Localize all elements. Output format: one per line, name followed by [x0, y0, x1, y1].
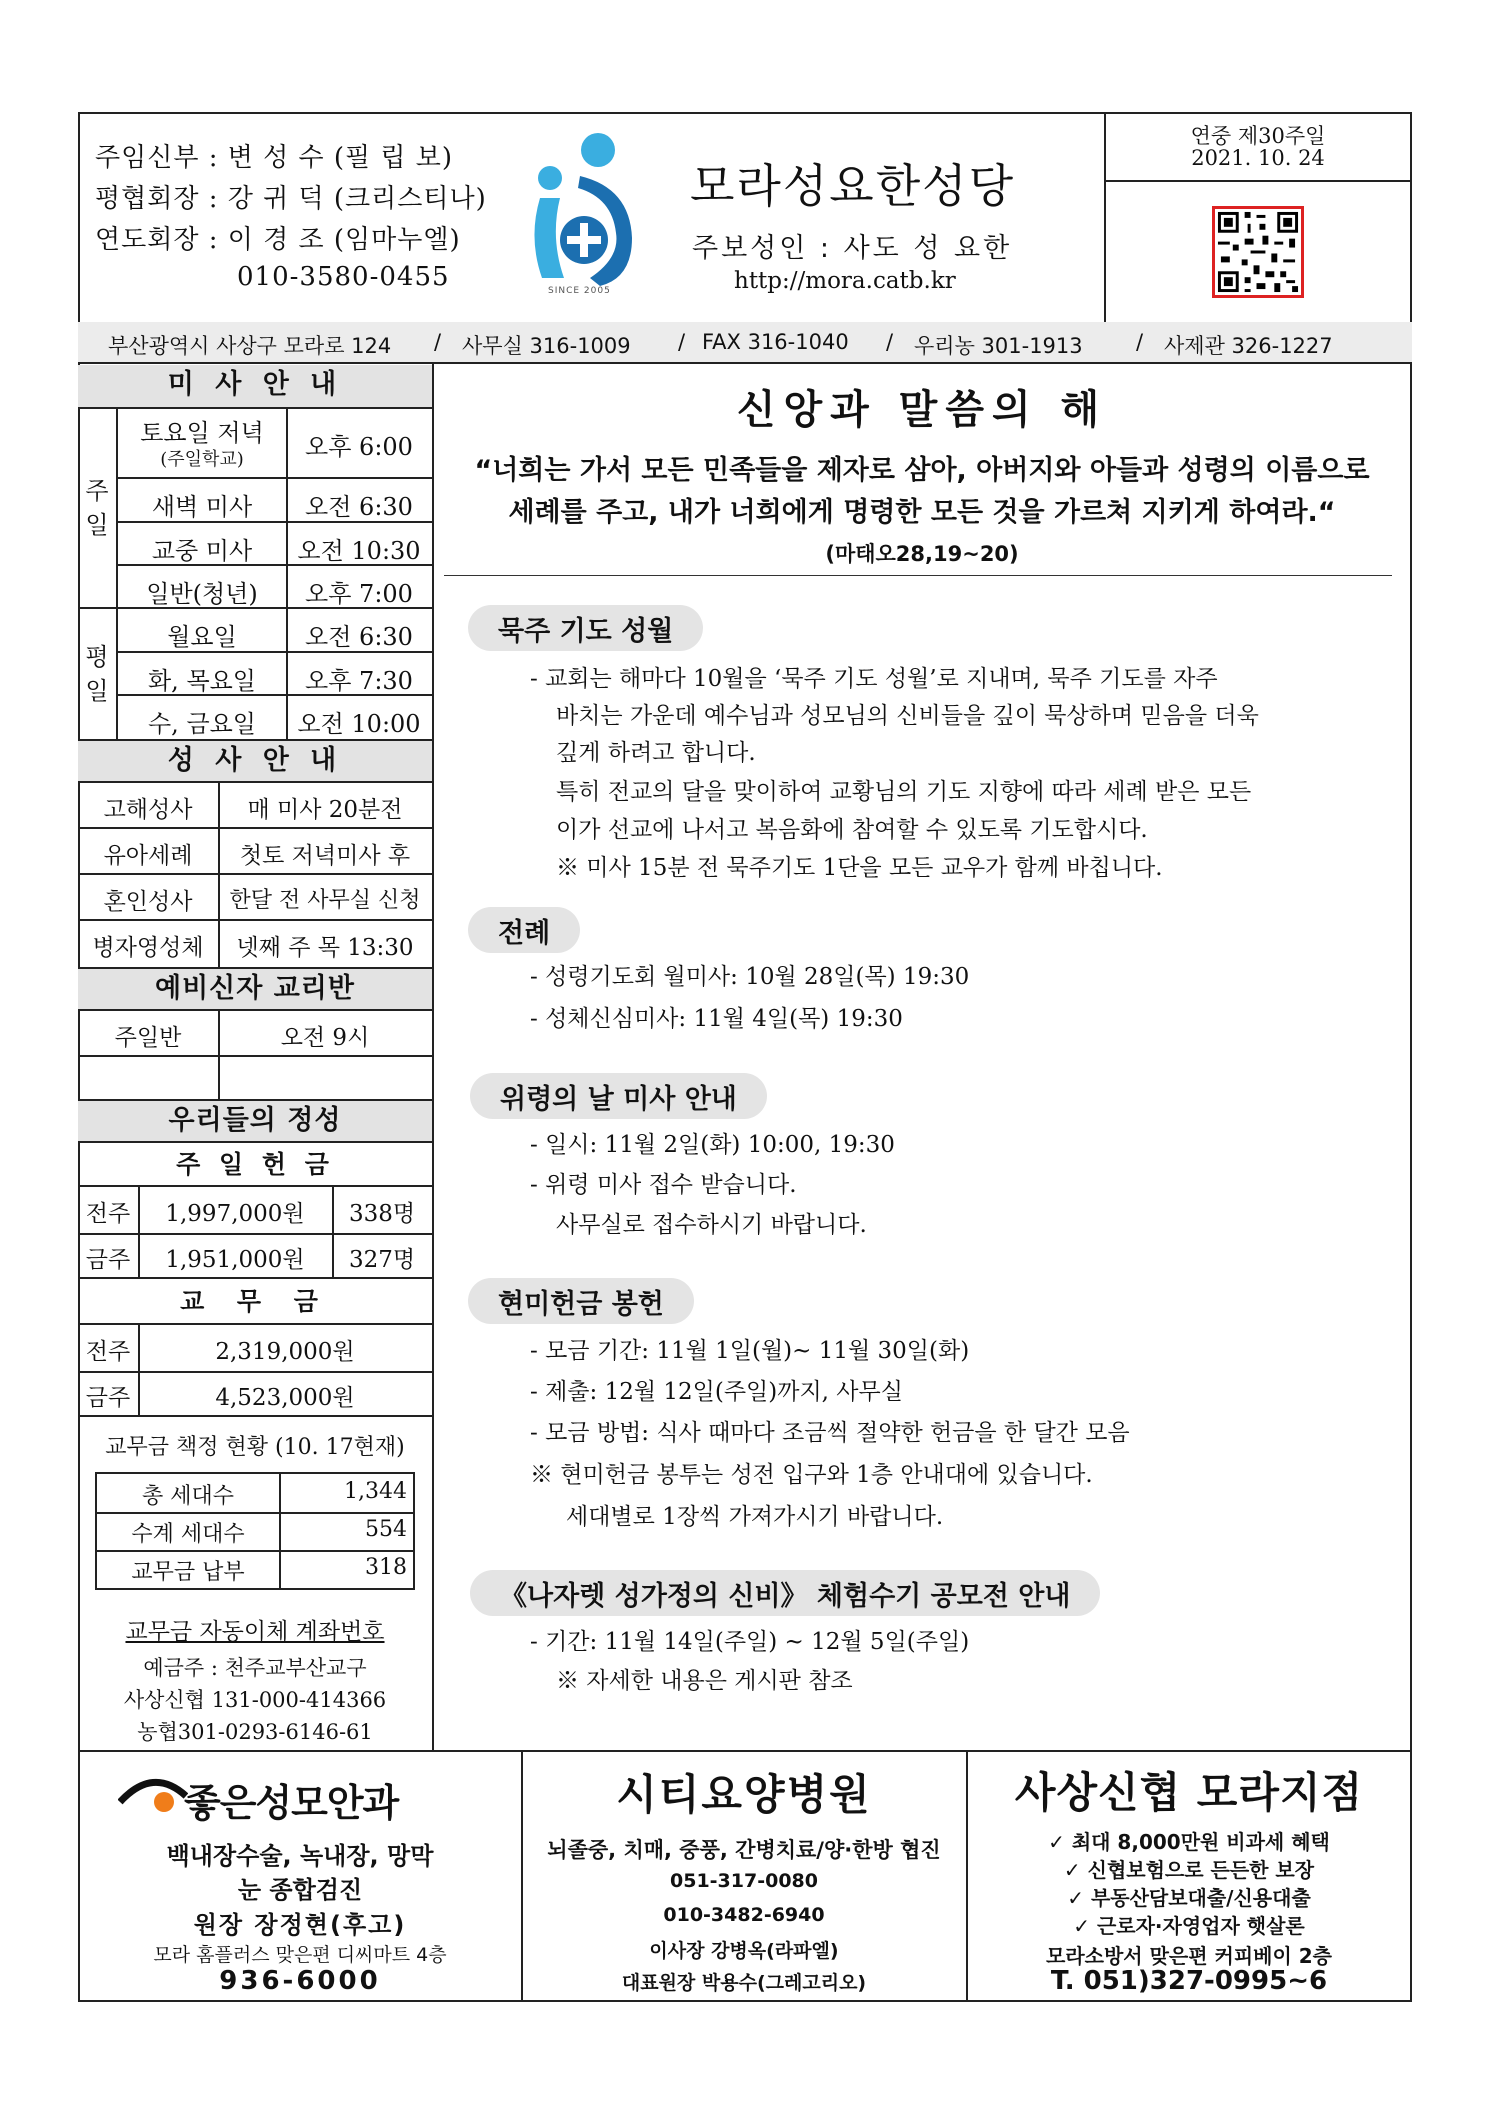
sacrament-value: 넷째 주 목 13:30: [236, 935, 414, 961]
eye-clinic-ad: [80, 1752, 520, 2000]
hospital-chairman: 이사장 강병옥(라파엘): [649, 1940, 839, 1962]
credit-union-line2: ✓ 신협보험으로 든든한 보장: [1063, 1858, 1315, 1882]
mass-time: 오후 7:00: [305, 580, 413, 608]
all-souls-line: 사무실로 접수하시기 바랍니다.: [556, 1212, 867, 1238]
eye-clinic-line1: 백내장수술, 녹내장, 망막: [166, 1842, 434, 1870]
offering-label: 전주: [85, 1339, 131, 1365]
offering-amount: 4,523,000원: [215, 1385, 355, 1411]
woori-phone: 우리농 301-1913: [914, 334, 1083, 358]
offering-amount: 1,951,000원: [165, 1247, 305, 1273]
church-url[interactable]: http://mora.catb.kr: [734, 268, 956, 294]
sajegwan-phone: 사제관 326-1227: [1164, 334, 1333, 358]
rosary-line: 깊게 하려고 합니다.: [556, 740, 756, 766]
office-phone: 사무실 316-1009: [462, 334, 631, 358]
status-value: 318: [365, 1555, 407, 1580]
issue-date: 2021. 10. 24: [1191, 146, 1325, 170]
sacrament-value: 한달 전 사무실 신청: [229, 888, 421, 913]
mass-row: [118, 653, 432, 696]
mass-row: [118, 609, 432, 653]
sacrament-name: 고해성사: [103, 797, 193, 823]
logo-text: SINCE 2005: [548, 286, 611, 296]
sacraments-title: 성 사 안 내: [78, 739, 432, 783]
mass-row: [118, 409, 432, 479]
status-table: [95, 1472, 415, 1590]
sacrament-name: 유아세례: [103, 843, 193, 869]
sacrament-row: [78, 829, 432, 875]
mass-time: 오후 6:00: [305, 433, 413, 461]
account-title: 교무금 자동이체 계좌번호: [125, 1619, 385, 1645]
mass-name: 일반(청년): [146, 580, 258, 608]
contest-line: ※ 자세한 내용은 게시판 참조: [556, 1668, 853, 1694]
rosary-line: 특히 전교의 달을 맞이하여 교황님의 기도 지향에 따라 세례 받은 모든: [556, 779, 1252, 805]
eye-logo-icon: [118, 1772, 188, 1816]
catechumen-name: 주일반: [114, 1025, 182, 1051]
sunday-offering-title: 주 일 헌 금: [78, 1143, 432, 1187]
rosary-line: - 교회는 해마다 10월을 ‘묵주 기도 성월’로 지내며, 묵주 기도를 자주: [530, 666, 1218, 692]
hospital-phone1: 051-317-0080: [670, 1870, 818, 1892]
catechumen-title: 예비신자 교리반: [78, 967, 432, 1011]
rice-offering-line: - 제출: 12월 12일(주일)까지, 사무실: [530, 1379, 903, 1405]
year-title: 신앙과 말씀의 해: [736, 387, 1108, 433]
sunday-offering-table: [78, 1187, 432, 1279]
hospital-name: 시티요양병원: [616, 1770, 872, 1819]
fax-number: FAX 316-1040: [702, 330, 849, 354]
separator: /: [1136, 330, 1144, 354]
status-value: 1,344: [344, 1479, 407, 1504]
sunday-label: 주 일: [78, 409, 118, 609]
sacrament-value: 첫토 저녁미사 후: [239, 843, 411, 869]
rosary-line: ※ 미사 15분 전 묵주기도 1단을 모든 교우가 함께 바칩니다.: [556, 855, 1163, 881]
yeondo-line: 연도회장 : 이 경 조 (임마누엘): [95, 225, 461, 255]
offering-amount: 2,319,000원: [215, 1339, 355, 1365]
rice-offering-line: ※ 현미헌금 봉투는 성전 입구와 1층 안내대에 있습니다.: [530, 1462, 1093, 1488]
credit-union-location: 모라소방서 맞은편 커피베이 2층: [1046, 1944, 1332, 1968]
mass-time: 오전 10:30: [297, 537, 421, 565]
mass-name: 새벽 미사: [151, 493, 253, 521]
section-title-rosary: 묵주 기도 성월: [468, 605, 703, 651]
rice-offering-line: 세대별로 1장씩 가져가시기 바랍니다.: [566, 1504, 944, 1530]
credit-union-ad: [968, 1752, 1410, 2000]
eye-clinic-line2: 눈 종합검진: [237, 1876, 363, 1904]
mass-time: 오전 10:00: [297, 710, 421, 738]
mass-row: [118, 696, 432, 739]
credit-union-line4: ✓ 근로자·자영업자 햇살론: [1073, 1914, 1305, 1938]
account-2: 농협301-0293-6146-61: [137, 1720, 373, 1744]
qr-code-icon[interactable]: [1212, 206, 1304, 298]
eye-clinic-phone: 936-6000: [219, 1966, 381, 1996]
quote-line-2: 세례를 주고, 내가 너희에게 명령한 모든 것을 가르쳐 지키게 하여라.“: [508, 497, 1336, 528]
patron-saint: 주보성인 : 사도 성 요한: [692, 233, 1013, 264]
all-souls-line: - 위령 미사 접수 받습니다.: [530, 1172, 797, 1198]
contest-line: - 기간: 11월 14일(주일) ~ 12월 5일(주일): [530, 1629, 970, 1655]
status-label: 총 세대수: [141, 1484, 234, 1509]
section-title-rice-offering: 현미헌금 봉헌: [468, 1278, 694, 1324]
sacrament-row: [78, 875, 432, 921]
yeondo-phone: 010-3580-0455: [237, 262, 450, 292]
church-offering-table: [78, 1325, 432, 1417]
liturgy-line: - 성령기도회 월미사: 10월 28일(목) 19:30: [530, 964, 970, 990]
offering-label: 금주: [85, 1385, 131, 1411]
sacrament-row: [78, 921, 432, 967]
status-value: 554: [365, 1517, 407, 1542]
section-title-liturgy: 전례: [468, 907, 580, 953]
mass-name: 교중 미사: [151, 537, 253, 565]
mass-row: [118, 523, 432, 566]
separator: /: [434, 330, 442, 354]
issue-label: 연중 제30주일: [1190, 124, 1326, 148]
offering-count: 338명: [348, 1201, 416, 1227]
eye-clinic-name: 좋은성모안과: [184, 1781, 399, 1825]
pastor-line: 주임신부 : 변 성 수 (필 립 보): [95, 143, 454, 173]
credit-union-phone: T. 051)327-0995~6: [1050, 1966, 1328, 1996]
all-souls-line: - 일시: 11월 2일(화) 10:00, 19:30: [530, 1132, 895, 1158]
sacrament-name: 병자영성체: [92, 935, 204, 961]
account-holder: 예금주 : 천주교부산교구: [143, 1656, 367, 1680]
address: 부산광역시 사상구 모라로 124: [108, 334, 392, 358]
sacrament-value: 매 미사 20분전: [247, 797, 403, 823]
offering-count: 327명: [348, 1247, 416, 1273]
mass-row: [118, 479, 432, 523]
catechumen-time: 오전 9시: [280, 1025, 370, 1051]
status-label: 수계 세대수: [131, 1522, 245, 1547]
church-offering-title: 교 무 금: [78, 1279, 432, 1325]
hospital-ad: [523, 1752, 965, 2000]
section-title-contest: 《나자렛 성가정의 신비》 체험수기 공모전 안내: [470, 1570, 1100, 1616]
sacrament-name: 혼인성사: [103, 889, 193, 915]
rice-offering-line: - 모금 방법: 식사 때마다 조금씩 절약한 헌금을 한 달간 모음: [530, 1420, 1130, 1446]
account-1: 사상신협 131-000-414366: [123, 1688, 387, 1712]
rosary-line: 바치는 가운데 예수님과 성모님의 신비들을 깊이 묵상하며 믿음을 더욱: [556, 703, 1259, 729]
status-title: 교무금 책정 현황 (10. 17현재): [105, 1435, 405, 1460]
hospital-phone2: 010-3482-6940: [663, 1904, 825, 1926]
hospital-director: 대표원장 박용수(그레고리오): [621, 1972, 867, 1994]
mass-table: [78, 409, 432, 739]
mass-name: 토요일 저녁: [140, 419, 264, 447]
hospital-line1: 뇌졸중, 치매, 중풍, 간병치료/양·한방 협진: [547, 1838, 941, 1862]
offering-label: 금주: [85, 1247, 131, 1273]
sacrament-row: [78, 783, 432, 829]
rice-offering-line: - 모금 기간: 11월 1일(월)~ 11월 30일(화): [530, 1338, 970, 1364]
credit-union-name: 사상신협 모라지점: [1014, 1768, 1364, 1817]
weekday-label: 평 일: [78, 609, 118, 739]
rosary-line: 이가 선교에 나서고 복음화에 참여할 수 있도록 기도합시다.: [556, 817, 1148, 843]
mass-title: 미 사 안 내: [78, 365, 432, 409]
section-title-all-souls: 위령의 날 미사 안내: [470, 1073, 767, 1119]
church-name: 모라성요한성당: [690, 159, 1016, 213]
quote-line-1: “너희는 가서 모든 민족들을 제자로 삼아, 아버지와 아들과 성령의 이름으로: [474, 455, 1370, 486]
mass-time: 오전 6:30: [305, 623, 413, 651]
eye-clinic-location: 모라 홈플러스 맞은편 디씨마트 4층: [153, 1944, 447, 1966]
council-line: 평협회장 : 강 귀 덕 (크리스티나): [95, 184, 487, 214]
sacraments-table: [78, 783, 432, 967]
status-label: 교무금 납부: [131, 1560, 245, 1585]
catechumen-table: [78, 1011, 432, 1099]
credit-union-line1: ✓ 최대 8,000만원 비과세 혜택: [1048, 1830, 1330, 1854]
offering-title: 우리들의 정성: [78, 1099, 432, 1143]
mass-sub: (주일학교): [160, 449, 244, 470]
mass-row: [118, 566, 432, 609]
quote-reference: (마태오28,19~20): [825, 542, 1019, 566]
mass-name: 수, 금요일: [148, 710, 256, 738]
eye-clinic-director: 원장 장정현(후고): [193, 1911, 407, 1939]
mass-name: 화, 목요일: [148, 667, 256, 695]
offering-amount: 1,997,000원: [165, 1201, 305, 1227]
separator: /: [886, 330, 894, 354]
credit-union-line3: ✓ 부동산담보대출/신용대출: [1067, 1886, 1311, 1910]
mass-time: 오전 6:30: [305, 493, 413, 521]
liturgy-line: - 성체신심미사: 11월 4일(목) 19:30: [530, 1006, 903, 1032]
church-logo: [520, 128, 650, 298]
mass-time: 오후 7:30: [305, 667, 413, 695]
separator: /: [678, 330, 686, 354]
offering-label: 전주: [85, 1201, 131, 1227]
mass-name: 월요일: [167, 623, 237, 651]
address-bar: [78, 322, 1412, 362]
